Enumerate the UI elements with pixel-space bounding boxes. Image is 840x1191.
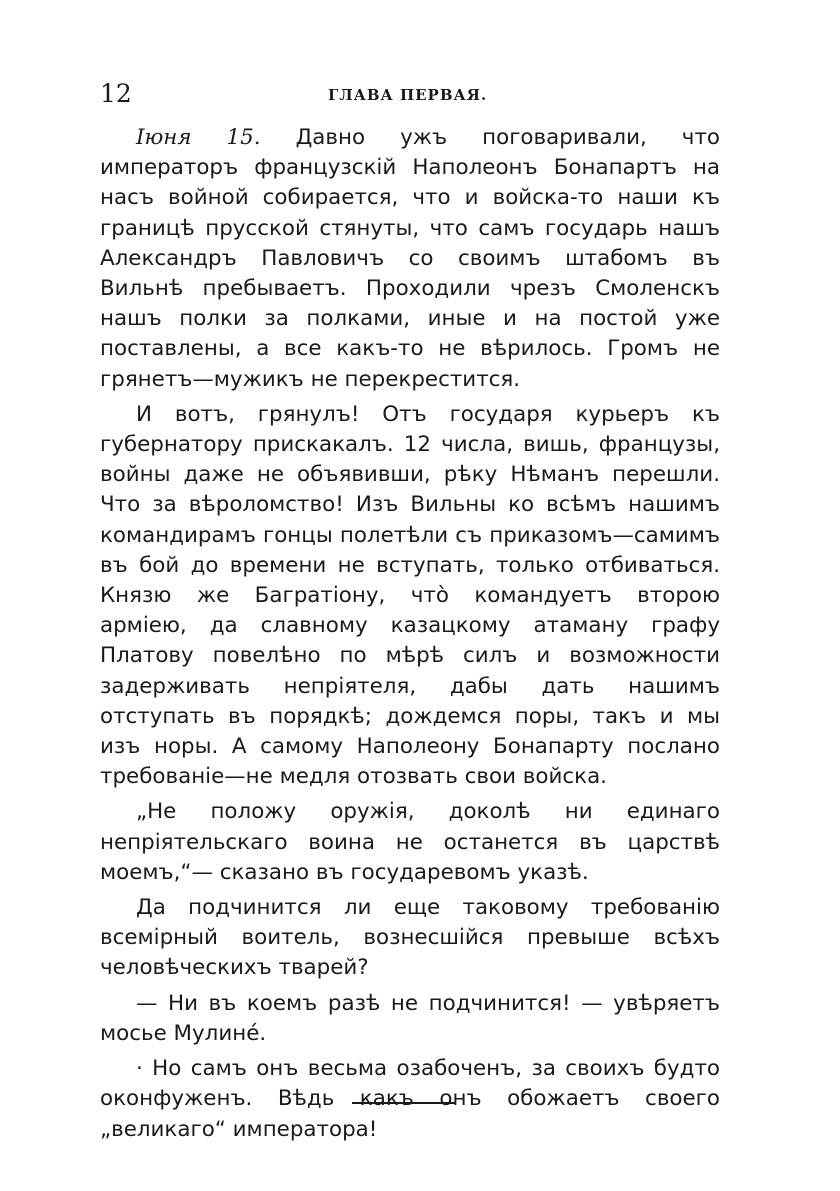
paragraph-text: И вотъ, грянулъ! Отъ государя курьеръ къ губернатору прискакалъ. 12 числа, вишь, французы, войны даже не объявивши, рѣку Нѣманъ перешли. Что за вѣроломство! Изъ Вильны ко всѣмъ нашимъ командирамъ гонцы полетѣли съ приказомъ—самимъ въ бой до времени не вступать, только отбиваться. Князю же Багратіону, что̀ командуетъ второю арміею, да славному казацкому атаману графу Платову повелѣно по мѣрѣ силъ и возможности задерживать непріятеля, дабы дать нашимъ отступать въ порядкѣ; дождемся поры, такъ и мы изъ норы. А самому Наполеону Бонапарту послано требованіе—не медля отозвать свои войска. <box>100 401 720 790</box>
running-head <box>100 76 720 112</box>
paragraph-6 <box>100 1054 720 1145</box>
section-end-rule <box>352 1102 456 1104</box>
paragraph-text: Давно ужъ поговаривали, что императоръ французскій Наполеонъ Бонапартъ на насъ войной собирается, что и войска-то наши къ границѣ прусской стянуты, что самъ государь нашъ Александръ Павловичъ со своимъ штабомъ въ Вильнѣ пребываетъ. Проходили чрезъ Смоленскъ нашъ полки за полками, иные и на постой уже поставлены, а все какъ-то не вѣрилось. Громъ не грянетъ—мужикъ не перекрестится. <box>100 125 720 392</box>
paragraph-1 <box>100 123 720 395</box>
paragraph-text: — Ни въ коемъ разѣ не подчинится! — увѣряетъ мосье Мулинé. <box>100 990 720 1046</box>
paragraph-text: Да подчинится ли еще таковому требованію всемірный воитель, вознесшійся превыше всѣхъ человѣческихъ тварей? <box>100 895 720 981</box>
chapter-title: ГЛАВА ПЕРВАЯ. <box>328 86 488 104</box>
paragraph-4 <box>100 893 720 984</box>
paragraph-2 <box>100 400 720 793</box>
page-number: 12 <box>100 79 132 108</box>
paragraph-5 <box>100 989 720 1049</box>
entry-date: Іюня 15. <box>136 125 261 150</box>
paragraph-3 <box>100 797 720 888</box>
paragraph-text: · Но самъ онъ весьма озабоченъ, за своихъ будто оконфуженъ. Вѣдь какъ онъ обожаетъ своего „великаго“ императора! <box>100 1056 720 1142</box>
body-text <box>100 123 720 1145</box>
paragraph-text: „Не положу оружія, доколѣ ни единаго непріятельскаго воина не останется въ царствѣ моемъ,“— сказано въ государевомъ указѣ. <box>100 799 720 885</box>
